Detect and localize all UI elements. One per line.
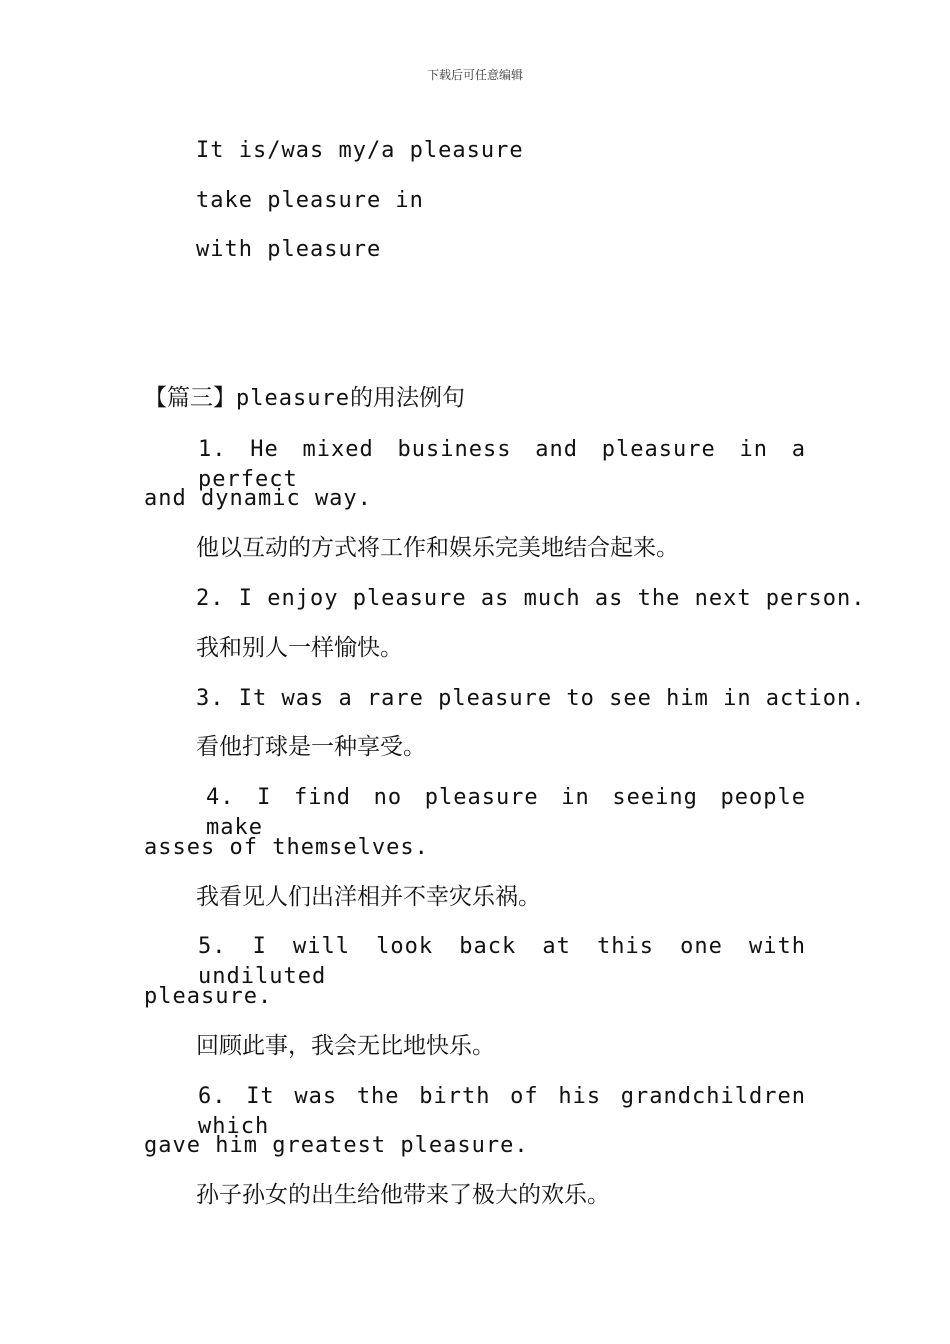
phrase-item: with pleasure: [196, 237, 382, 262]
example-en-line2: asses of themselves.: [144, 835, 429, 860]
phrase-item: It is/was my/a pleasure: [196, 138, 524, 163]
example-zh: 他以互动的方式将工作和娱乐完美地结合起来。: [196, 535, 679, 561]
section-title-rest: 的用法例句: [349, 385, 465, 411]
example-en-line1: 3. It was a rare pleasure to see him in action.: [196, 686, 866, 711]
example-en-line1: 5. I will look back at this one with undiluted: [198, 934, 806, 989]
example-zh: 我看见人们出洋相并不幸灾乐祸。: [196, 884, 541, 910]
example-en-line2: and dynamic way.: [144, 486, 372, 511]
example-zh: 看他打球是一种享受。: [196, 734, 426, 760]
example-en-line2: pleasure.: [144, 984, 273, 1009]
example-zh: 孙子孙女的出生给他带来了极大的欢乐。: [196, 1182, 610, 1208]
example-zh: 我和别人一样愉快。: [196, 635, 403, 661]
example-en-line1: 6. It was the birth of his grandchildren which: [198, 1084, 806, 1139]
page-header: 下载后可任意编辑: [426, 68, 523, 82]
example-en-line1: 4. I find no pleasure in seeing people make: [206, 785, 806, 840]
section-title-word: pleasure: [236, 386, 350, 411]
example-en-line1: 2. I enjoy pleasure as much as the next person.: [196, 586, 866, 611]
example-zh: 回顾此事，我会无比地快乐。: [196, 1033, 495, 1059]
example-en-line1: 1. He mixed business and pleasure in a perfect: [198, 437, 806, 492]
section-title: [144, 383, 465, 414]
phrase-item: take pleasure in: [196, 188, 424, 213]
example-en-line2: gave him greatest pleasure.: [144, 1133, 529, 1158]
section-title-bracket: 【篇三】: [144, 385, 236, 411]
